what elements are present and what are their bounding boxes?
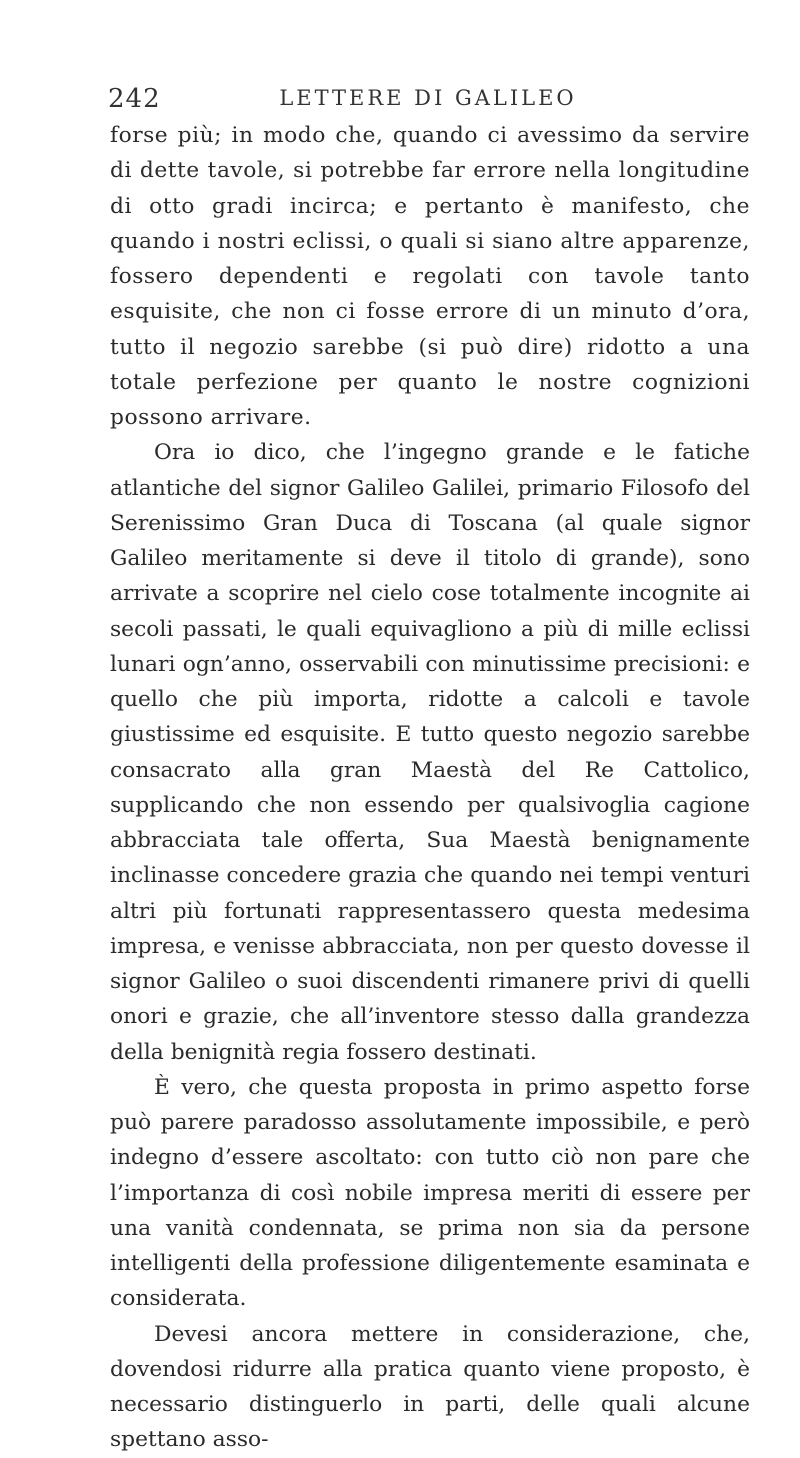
body-text bbox=[110, 118, 750, 1458]
paragraph-1: forse più; in modo che, quando ci avessimo da servire di dette tavole, si potrebbe far errore nella longitudine di otto gradi incirca; e pertanto è manifesto, che quando i nostri eclissi, o quali si siano altre apparenze, fossero dependenti e regolati con tavole tanto esquisite, che non ci fosse errore di un minuto d’ora, tutto il negozio sarebbe (si può dire) ridotto a una totale perfezione per quanto le nostre cognizioni possono arrivare. bbox=[110, 123, 750, 430]
running-head: LETTERE DI GALILEO bbox=[279, 86, 577, 110]
page-number: 242 bbox=[108, 84, 161, 114]
paragraph-3: È vero, che questa proposta in primo aspetto forse può parere paradosso assolutamente impossibile, e però indegno d’essere ascoltato: con tutto ciò non pare che l’importanza di così nobile impresa meriti di essere per una vanità condennata, se prima non sia da persone intelligenti della professione diligentemente esaminata e considerata. bbox=[110, 1074, 750, 1312]
paragraph-4: Devesi ancora mettere in considerazione, che, dovendosi ridurre alla pratica quanto viene proposto, è necessario distinguerlo in parti, delle quali alcune spettano asso- bbox=[110, 1321, 750, 1453]
paragraph-2: Ora io dico, che l’ingegno grande e le fatiche atlantiche del signor Galileo Galilei, primario Filosofo del Serenissimo Gran Duca di Toscana (al quale signor Galileo meritamente si deve il titolo di grande), sono arrivate a scoprire nel cielo cose totalmente incognite ai secoli passati, le quali equivagliono a più di mille eclissi lunari ogn’anno, osservabili con minutissime precisioni: e quello che più importa, ridotte a calcoli e tavole giustissime ed esquisite. E tutto questo negozio sarebbe consacrato alla gran Maestà del Re Cattolico, supplicando che non essendo per qualsivoglia cagione abbracciata tale offerta, Sua Maestà benignamente inclinasse concedere grazia che quando nei tempi venturi altri più fortunati rappresentassero questa medesima impresa, e venisse abbracciata, non per questo dovesse il signor Galileo o suoi discendenti rimanere privi di quelli onori e grazie, che all’inventore stesso dalla grandezza della benignità regia fossero destinati. bbox=[110, 440, 750, 1065]
